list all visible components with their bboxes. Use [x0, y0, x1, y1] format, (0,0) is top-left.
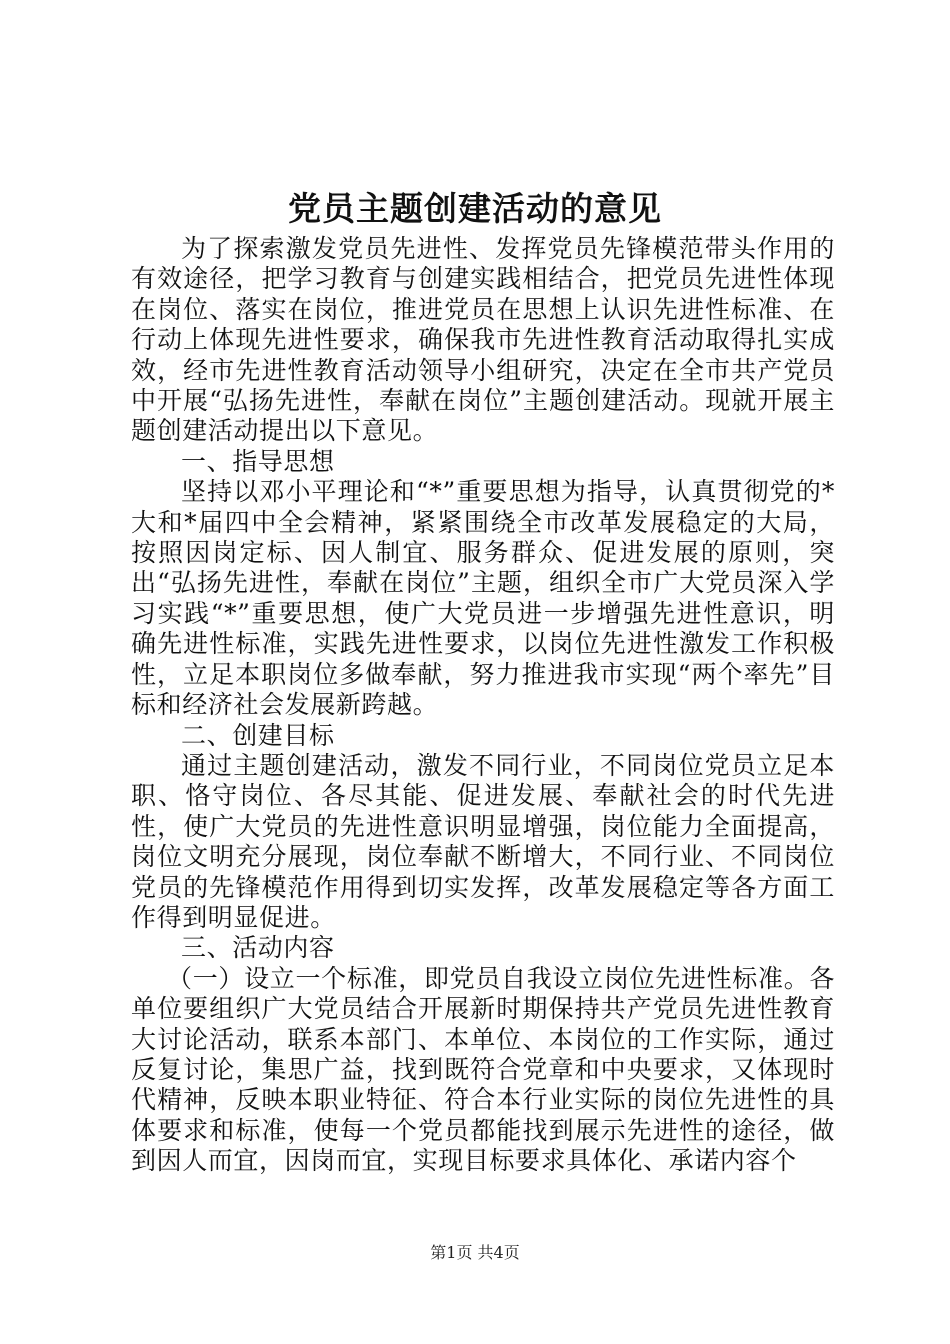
- page-title: 党员主题创建活动的意见: [288, 189, 662, 228]
- section-heading-activities: 三、活动内容: [181, 933, 335, 963]
- goals-paragraph: 通过主题创建活动，激发不同行业，不同岗位党员立足本职、恪守岗位、各尽其能、促进发展、奉献社会的时代先进性，使广大党员的先进性意识明显增强，岗位能力全面提高，岗位文明充分展现，岗位奉献不断增大，不同行业、不同岗位党员的先锋模范作用得到切实发挥，改革发展稳定等各方面工作得到明显促进。: [131, 750, 835, 932]
- guiding-ideology-paragraph: 坚持以邓小平理论和“*”重要思想为指导，认真贯彻党的*大和*届四中全会精神，紧紧围绕全市改革发展稳定的大局，按照因岗定标、因人制宜、服务群众、促进发展的原则，突出“弘扬先进性，奉献在岗位”主题，组织全市广大党员深入学习实践“*”重要思想，使广大党员进一步增强先进性意识，明确先进性标准，实践先进性要求，以岗位先进性激发工作积极性，立足本职岗位多做奉献，努力推进我市实现“两个率先”目标和经济社会发展新跨越。: [131, 477, 835, 720]
- activities-paragraph: （一）设立一个标准，即党员自我设立岗位先进性标准。各单位要组织广大党员结合开展新时期保持共产党员先进性教育大讨论活动，联系本部门、本单位、本岗位的工作实际，通过反复讨论，集思广益，找到既符合党章和中央要求，又体现时代精神，反映本职业特征、符合本行业实际的岗位先进性的具体要求和标准，使每一个党员都能找到展示先进性的途径，做到因人而宜，因岗而宜，实现目标要求具体化、承诺内容个: [131, 963, 835, 1176]
- section-heading-goals: 二、创建目标: [181, 720, 335, 750]
- page-footer: 第1页 共4页: [430, 1243, 520, 1262]
- intro-paragraph: 为了探索激发党员先进性、发挥党员先锋模范带头作用的有效途径，把学习教育与创建实践相结合，把党员先进性体现在岗位、落实在岗位，推进党员在思想上认识先进性标准、在行动上体现先进性要求，确保我市先进性教育活动取得扎实成效，经市先进性教育活动领导小组研究，决定在全市共产党员中开展“弘扬先进性，奉献在岗位”主题创建活动。现就开展主题创建活动提出以下意见。: [131, 234, 835, 446]
- document-body: [131, 234, 835, 1177]
- section-heading-guiding-ideology: 一、指导思想: [181, 446, 335, 476]
